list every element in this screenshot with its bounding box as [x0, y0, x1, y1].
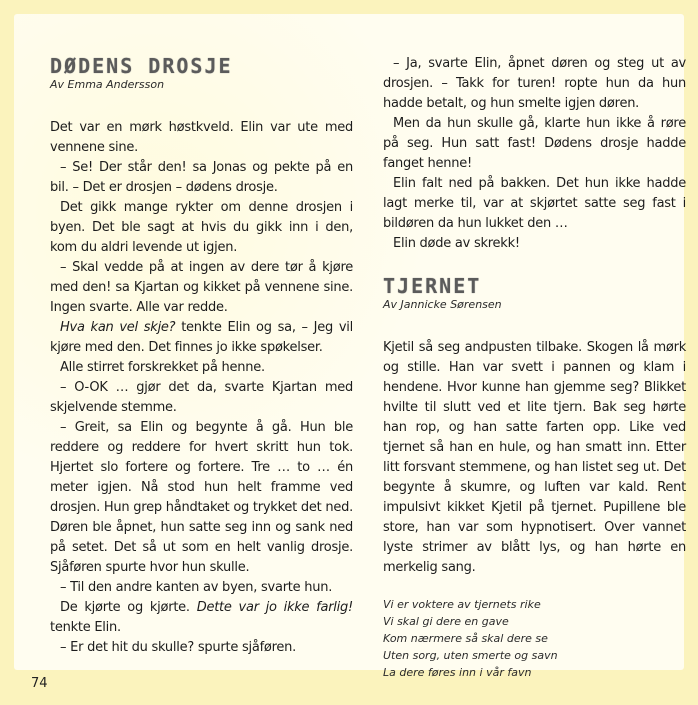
poem-line: Vi er voktere av tjernets rike — [383, 598, 541, 611]
paragraph: Det var en mørk høstkveld. Elin var ute med vennene sine. — [50, 120, 353, 155]
paragraph — [50, 598, 353, 638]
story-author: Av Jannicke Sørensen — [383, 298, 502, 311]
page-number: 74 — [31, 676, 48, 691]
paragraph: – Skal vedde på at ingen av dere tør å kjøre med den! sa Kjartan og kikket på vennene sine. Ingen svarte. Alle var redde. — [50, 260, 353, 315]
paragraph: – Er det hit du skulle? spurte sjåføren. — [60, 640, 297, 655]
paragraph: – O-OK … gjør det da, svarte Kjartan med skjelvende stemme. — [50, 380, 353, 415]
left-column — [50, 54, 353, 658]
poem-line: La dere føres inn i vår favn — [383, 666, 532, 679]
poem-line: Vi skal gi dere en gave — [383, 615, 509, 628]
story-author: Av Emma Andersson — [50, 78, 165, 91]
paragraph: – Ja, svarte Elin, åpnet døren og steg ut av drosjen. – Takk for turen! ropte hun da hun hadde betalt, og hun smelte igjen døren. — [383, 56, 686, 111]
paragraph: Men da hun skulle gå, klarte hun ikke å røre på seg. Hun satt fast! Dødens drosje hadde fanget henne! — [383, 116, 686, 171]
paragraph-text: De kjørte og kjørte. — [60, 600, 197, 615]
paragraph: – Til den andre kanten av byen, svarte hun. — [60, 580, 333, 595]
paragraph: Det gikk mange rykter om denne drosjen i byen. Det ble sagt at hvis du gikk inn i den, kom du aldri levende ut igjen. — [50, 200, 353, 255]
paragraph-text: tenkte Elin. — [50, 620, 121, 635]
right-column — [383, 54, 686, 681]
paragraph: Elin døde av skrekk! — [393, 236, 520, 251]
paragraph: Alle stirret forskrekket på henne. — [60, 360, 265, 375]
paragraph: – Greit, sa Elin og begynte å gå. Hun ble reddere og reddere for hvert skritt hun tok. Hjertet slo fortere og fortere. Tre … to … én meter igjen. Nå stod hun helt framme ved drosjen. Hun grep håndtaket og trykket det ned. Døren ble åpnet, hun satte seg inn og sank ned på setet. Det så ut som en helt vanlig drosje. Sjåføren spurte hvor hun skulle. — [50, 420, 353, 575]
book-page — [14, 14, 686, 679]
paragraph — [50, 318, 353, 358]
paragraph-text: tenkte Elin og sa, – Jeg vil kjøre med den. Det finnes jo ikke spøkelser. — [50, 320, 354, 355]
italic-thought: Dette var jo ikke farlig! — [196, 600, 353, 615]
story-title-dodens-drosje: DØDENS DROSJE — [50, 54, 233, 78]
poem-line: Kom nærmere så skal dere se — [383, 632, 548, 645]
story-title-tjernet: TJERNET — [383, 274, 482, 298]
italic-thought: Hva kan vel skje? — [60, 320, 176, 335]
paragraph: – Se! Der står den! sa Jonas og pekte på en bil. – Det er drosjen – dødens drosje. — [50, 160, 353, 195]
poem-line: Uten sorg, uten smerte og savn — [383, 649, 558, 662]
paragraph: Elin falt ned på bakken. Det hun ikke hadde lagt merke til, var at skjørtet satte seg fast i bildøren da hun lukket den … — [383, 176, 686, 231]
paragraph: Kjetil så seg andpusten tilbake. Skogen lå mørk og stille. Han var svett i pannen og klam i hendene. Hvor kunne han gjemme seg? Blikket hvilte til slutt ved et lite tjern. Bak seg hørte han rop, og han satte farten opp. Like ved tjernet så han en hule, og han smatt inn. Etter litt forsvant stemmene, og han listet seg ut. Det begynte å skumre, og luften var kald. Rent impulsivt kikket Kjetil på tjernet. Pupillene ble store, han var som hypnotisert. Over vannet lyste strimer av blått lys, og han hørte en merkelig sang. — [383, 340, 686, 575]
poem — [383, 596, 686, 681]
